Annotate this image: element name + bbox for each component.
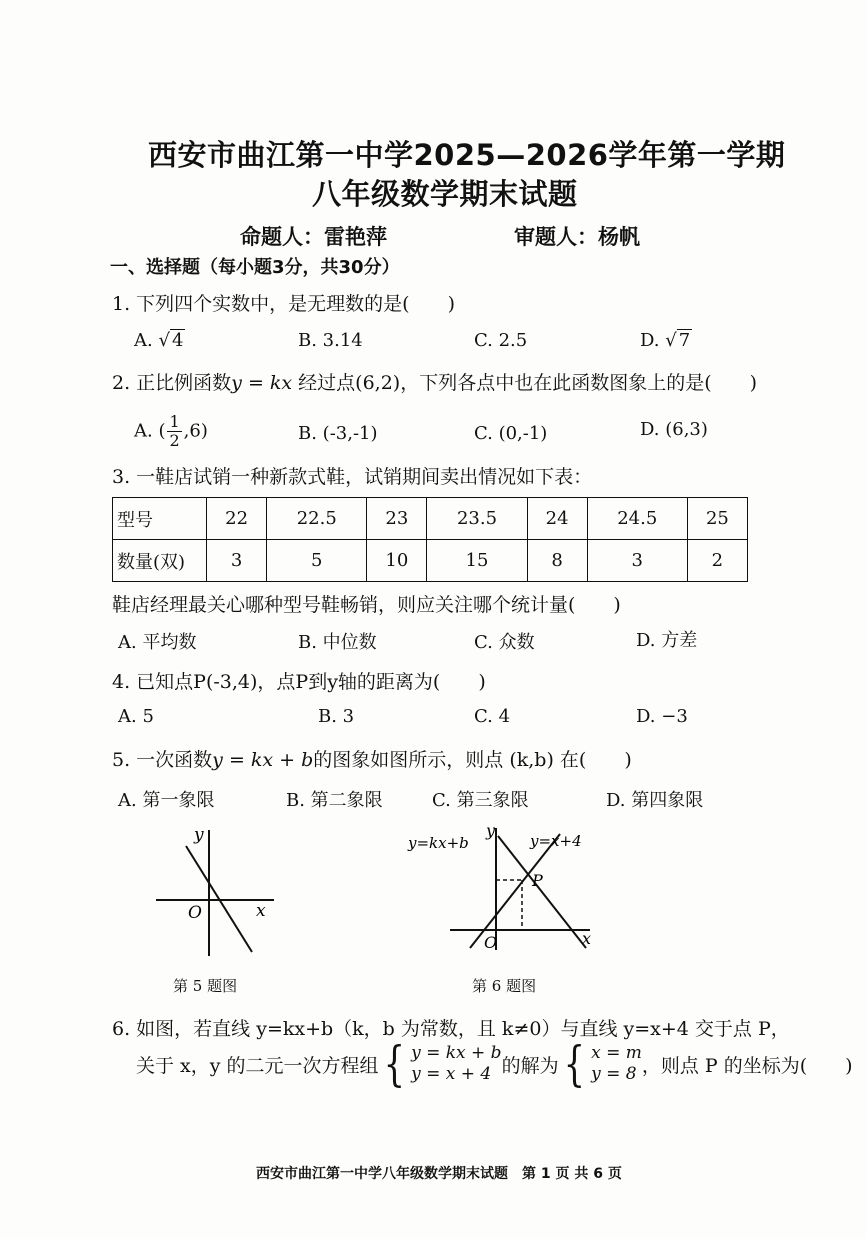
q1-a-prefix: A. — [134, 330, 159, 351]
table-cell: 22 — [207, 498, 267, 540]
q2-option-a — [134, 414, 208, 449]
system2-eq2: y = 8 — [591, 1064, 637, 1084]
q2-a-denominator: 2 — [169, 431, 180, 450]
fig6-x-label: x — [582, 929, 592, 948]
q5-stem-b: 的图象如图所示，则点 (k,b) 在( ) — [313, 749, 632, 771]
q1-a-radicand: 4 — [171, 330, 184, 351]
sqrt-symbol: √ 7 — [665, 330, 691, 351]
q3-option-d: D. 方差 — [636, 630, 698, 651]
fig5-caption: 第 5 题图 — [173, 977, 238, 995]
q4-option-c: C. 4 — [474, 706, 511, 727]
q2-option-d: D. (6,3) — [640, 419, 708, 440]
q5-stem-a: 5. 一次函数 — [112, 749, 213, 771]
fraction — [167, 414, 181, 449]
table-row — [113, 498, 748, 540]
table-cell: 22.5 — [267, 498, 367, 540]
figure-6-graph — [400, 820, 600, 960]
q2-option-b: B. (-3,-1) — [298, 423, 378, 444]
section-heading: 一、选择题（每小题3分，共30分） — [110, 257, 400, 278]
table-cell: 3 — [207, 540, 267, 582]
brace-icon: { — [383, 1036, 405, 1092]
q2-a-suffix: ,6) — [183, 420, 208, 442]
equation-system-1 — [379, 1036, 502, 1092]
q5-option-a: A. 第一象限 — [118, 790, 215, 811]
figure-5-graph — [150, 820, 280, 960]
author: 命题人：雷艳萍 — [240, 225, 387, 249]
q5-option-d: D. 第四象限 — [606, 790, 704, 811]
q2-a-prefix: A. ( — [134, 420, 166, 442]
line-y-kx-b — [498, 836, 586, 948]
q1-option-b: B. 3.14 — [298, 330, 363, 351]
fig6-point-label: P — [532, 871, 543, 890]
fig6-y-label: y — [486, 821, 496, 840]
equation-system-2 — [559, 1036, 642, 1092]
q5-option-c: C. 第三象限 — [432, 790, 529, 811]
sales-table — [112, 497, 748, 582]
q6-line1: 6. 如图，若直线 y=kx+b（k，b 为常数，且 k≠0）与直线 y=x+4 交于点 P， — [112, 1018, 790, 1040]
fig6-right-line-label: y=x+4 — [530, 832, 582, 850]
q6-line2-b: 的解为 — [501, 1054, 559, 1077]
q6-line2-c: ，则点 P 的坐标为( ) — [641, 1054, 853, 1077]
fig6-origin-label: O — [484, 933, 498, 952]
exam-subtitle: 八年级数学期末试题 — [312, 177, 578, 211]
fig6-caption: 第 6 题图 — [472, 977, 537, 995]
fig5-y-label: y — [194, 825, 204, 845]
system1-eq1: y = kx + b — [411, 1042, 502, 1063]
fig5-origin-label: O — [188, 903, 202, 923]
reviewer: 审题人：杨帆 — [514, 225, 640, 249]
q3-option-a: A. 平均数 — [118, 632, 197, 653]
q1-option-c: C. 2.5 — [474, 330, 528, 351]
q3-stem: 3. 一鞋店试销一种新款式鞋，试销期间卖出情况如下表： — [112, 466, 593, 488]
page-footer: 西安市曲江第一中学八年级数学期末试题 第 1 页 共 6 页 — [256, 1166, 622, 1182]
q1-d-radicand: 7 — [678, 330, 691, 351]
q3-option-b: B. 中位数 — [298, 632, 377, 653]
q2-stem — [112, 368, 757, 395]
q1-option-a — [134, 330, 185, 351]
exam-title: 西安市曲江第一中学2025—2026学年第一学期 — [148, 138, 786, 172]
q4-option-a: A. 5 — [118, 706, 154, 727]
table-cell: 数量(双) — [113, 540, 207, 582]
table-cell: 3 — [587, 540, 687, 582]
q2-stem-b: 经过点(6,2)，下列各点中也在此函数图象上的是( ) — [292, 372, 758, 394]
q4-option-d: D. −3 — [636, 706, 688, 727]
q5-equation: y = kx + b — [212, 749, 314, 771]
q2-a-numerator: 1 — [169, 412, 180, 431]
fig6-left-line-label: y=kx+b — [408, 834, 469, 852]
q2-option-c: C. (0,-1) — [474, 423, 548, 444]
table-cell: 23.5 — [427, 498, 527, 540]
q1-d-prefix: D. — [640, 330, 666, 351]
table-cell: 8 — [527, 540, 587, 582]
table-cell: 15 — [427, 540, 527, 582]
q3-option-c: C. 众数 — [474, 632, 535, 653]
table-cell: 5 — [267, 540, 367, 582]
q1-option-d — [640, 330, 692, 351]
q3-followup: 鞋店经理最关心哪种型号鞋畅销，则应关注哪个统计量( ) — [112, 594, 621, 616]
table-cell: 10 — [367, 540, 427, 582]
table-cell: 24.5 — [587, 498, 687, 540]
table-row — [113, 540, 748, 582]
sqrt-symbol: √ 4 — [158, 330, 184, 351]
table-cell: 25 — [687, 498, 747, 540]
system2-eq1: x = m — [591, 1042, 642, 1063]
q2-stem-a: 2. 正比例函数 — [112, 372, 232, 394]
q5-option-b: B. 第二象限 — [286, 790, 383, 811]
q4-option-b: B. 3 — [318, 706, 355, 727]
q1-stem: 1. 下列四个实数中，是无理数的是( ) — [112, 293, 455, 315]
q4-stem: 4. 已知点P(-3,4)，点P到y轴的距离为( ) — [112, 671, 486, 693]
table-cell: 23 — [367, 498, 427, 540]
table-cell: 2 — [687, 540, 747, 582]
table-cell: 型号 — [113, 498, 207, 540]
system1-eq2: y = x + 4 — [411, 1064, 492, 1084]
fig5-x-label: x — [256, 901, 266, 921]
brace-icon: { — [563, 1036, 585, 1092]
q6-line2-a: 关于 x，y 的二元一次方程组 — [136, 1054, 379, 1077]
q2-equation: y = kx — [231, 372, 293, 394]
q5-stem — [112, 745, 632, 772]
q6-line2 — [136, 1036, 853, 1092]
table-cell: 24 — [527, 498, 587, 540]
